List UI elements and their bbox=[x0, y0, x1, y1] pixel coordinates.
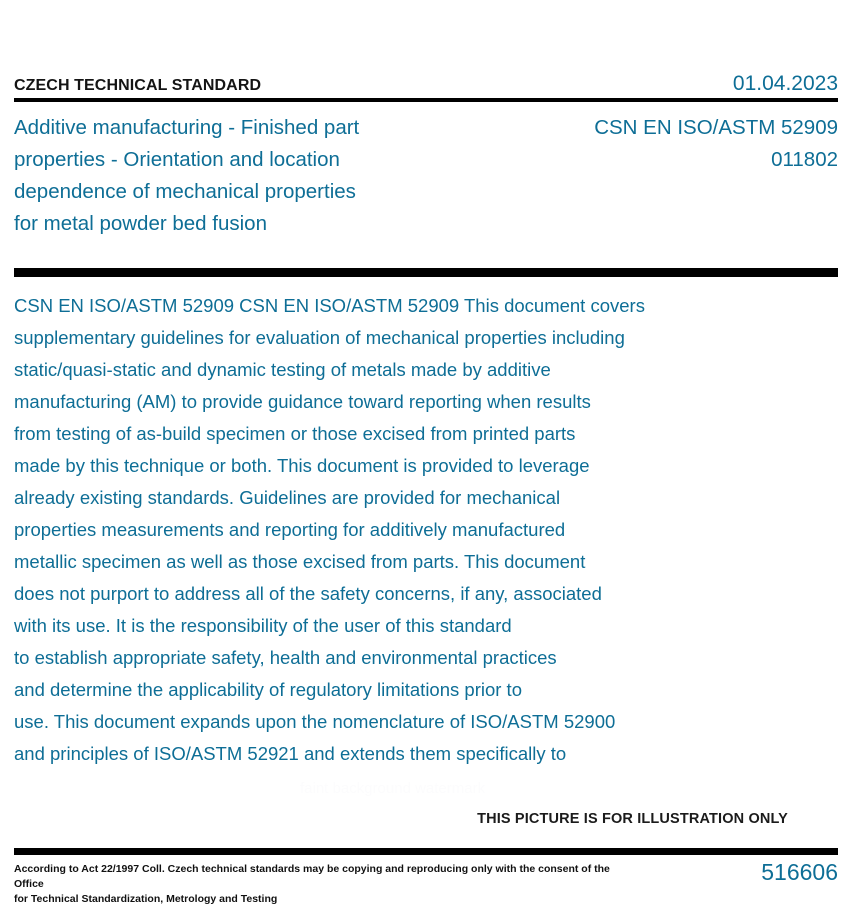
footer-divider-bar bbox=[14, 848, 838, 855]
title-block bbox=[14, 112, 838, 247]
standard-designation bbox=[438, 112, 838, 176]
background-watermark bbox=[300, 778, 720, 799]
abstract-line: and determine the applicability of regulatory limitations prior to bbox=[14, 679, 522, 700]
abstract-line: does not purport to address all of the safety concerns, if any, associated bbox=[14, 583, 602, 604]
abstract-line: already existing standards. Guidelines are provided for mechanical bbox=[14, 487, 561, 508]
abstract-line: with its use. It is the responsibility of the user of this standard bbox=[14, 615, 512, 636]
abstract-line: from testing of as-build specimen or those excised from printed parts bbox=[14, 423, 576, 444]
abstract-line: supplementary guidelines for evaluation of mechanical properties including bbox=[14, 327, 625, 348]
abstract-line: made by this technique or both. This document is provided to leverage bbox=[14, 455, 590, 476]
header-divider-rule bbox=[14, 98, 838, 102]
publication-date: 01.04.2023 bbox=[732, 72, 838, 95]
title-line: for metal powder bed fusion bbox=[14, 212, 267, 235]
abstract-line: to establish appropriate safety, health and environmental practices bbox=[14, 647, 557, 668]
header-row bbox=[14, 72, 838, 96]
watermark-line: faint background watermark bbox=[300, 780, 486, 797]
copyright-note-line: for Technical Standardization, Metrology and Testing bbox=[14, 893, 278, 905]
abstract-line: static/quasi-static and dynamic testing of metals made by additive bbox=[14, 359, 551, 380]
abstract-line: and principles of ISO/ASTM 52921 and extends them specifically to bbox=[14, 743, 567, 764]
standard-title bbox=[14, 112, 484, 240]
title-line: properties - Orientation and location bbox=[14, 148, 340, 171]
abstract-line: use. This document expands upon the nomenclature of ISO/ASTM 52900 bbox=[14, 711, 616, 732]
copyright-note-line: According to Act 22/1997 Coll. Czech technical standards may be copying and reproducing only with the consent of the Office bbox=[14, 863, 610, 890]
abstract-line: manufacturing (AM) to provide guidance toward reporting when results bbox=[14, 391, 591, 412]
abstract-line: properties measurements and reporting for additively manufactured bbox=[14, 519, 566, 540]
abstract-text bbox=[14, 290, 844, 770]
abstract-line: CSN EN ISO/ASTM 52909 CSN EN ISO/ASTM 52909 This document covers bbox=[14, 295, 645, 316]
standard-kind-label: CZECH TECHNICAL STANDARD bbox=[14, 77, 262, 94]
classification-code: 011802 bbox=[771, 148, 838, 171]
abstract-line: metallic specimen as well as those excised from parts. This document bbox=[14, 551, 586, 572]
title-line: Additive manufacturing - Finished part bbox=[14, 116, 360, 139]
illustration-disclaimer: THIS PICTURE IS FOR ILLUSTRATION ONLY bbox=[477, 811, 788, 827]
standard-number: CSN EN ISO/ASTM 52909 bbox=[594, 116, 838, 139]
title-line: dependence of mechanical properties bbox=[14, 180, 356, 203]
copyright-note bbox=[14, 862, 614, 907]
section-divider-bar bbox=[14, 268, 838, 277]
catalogue-number: 516606 bbox=[761, 859, 838, 885]
